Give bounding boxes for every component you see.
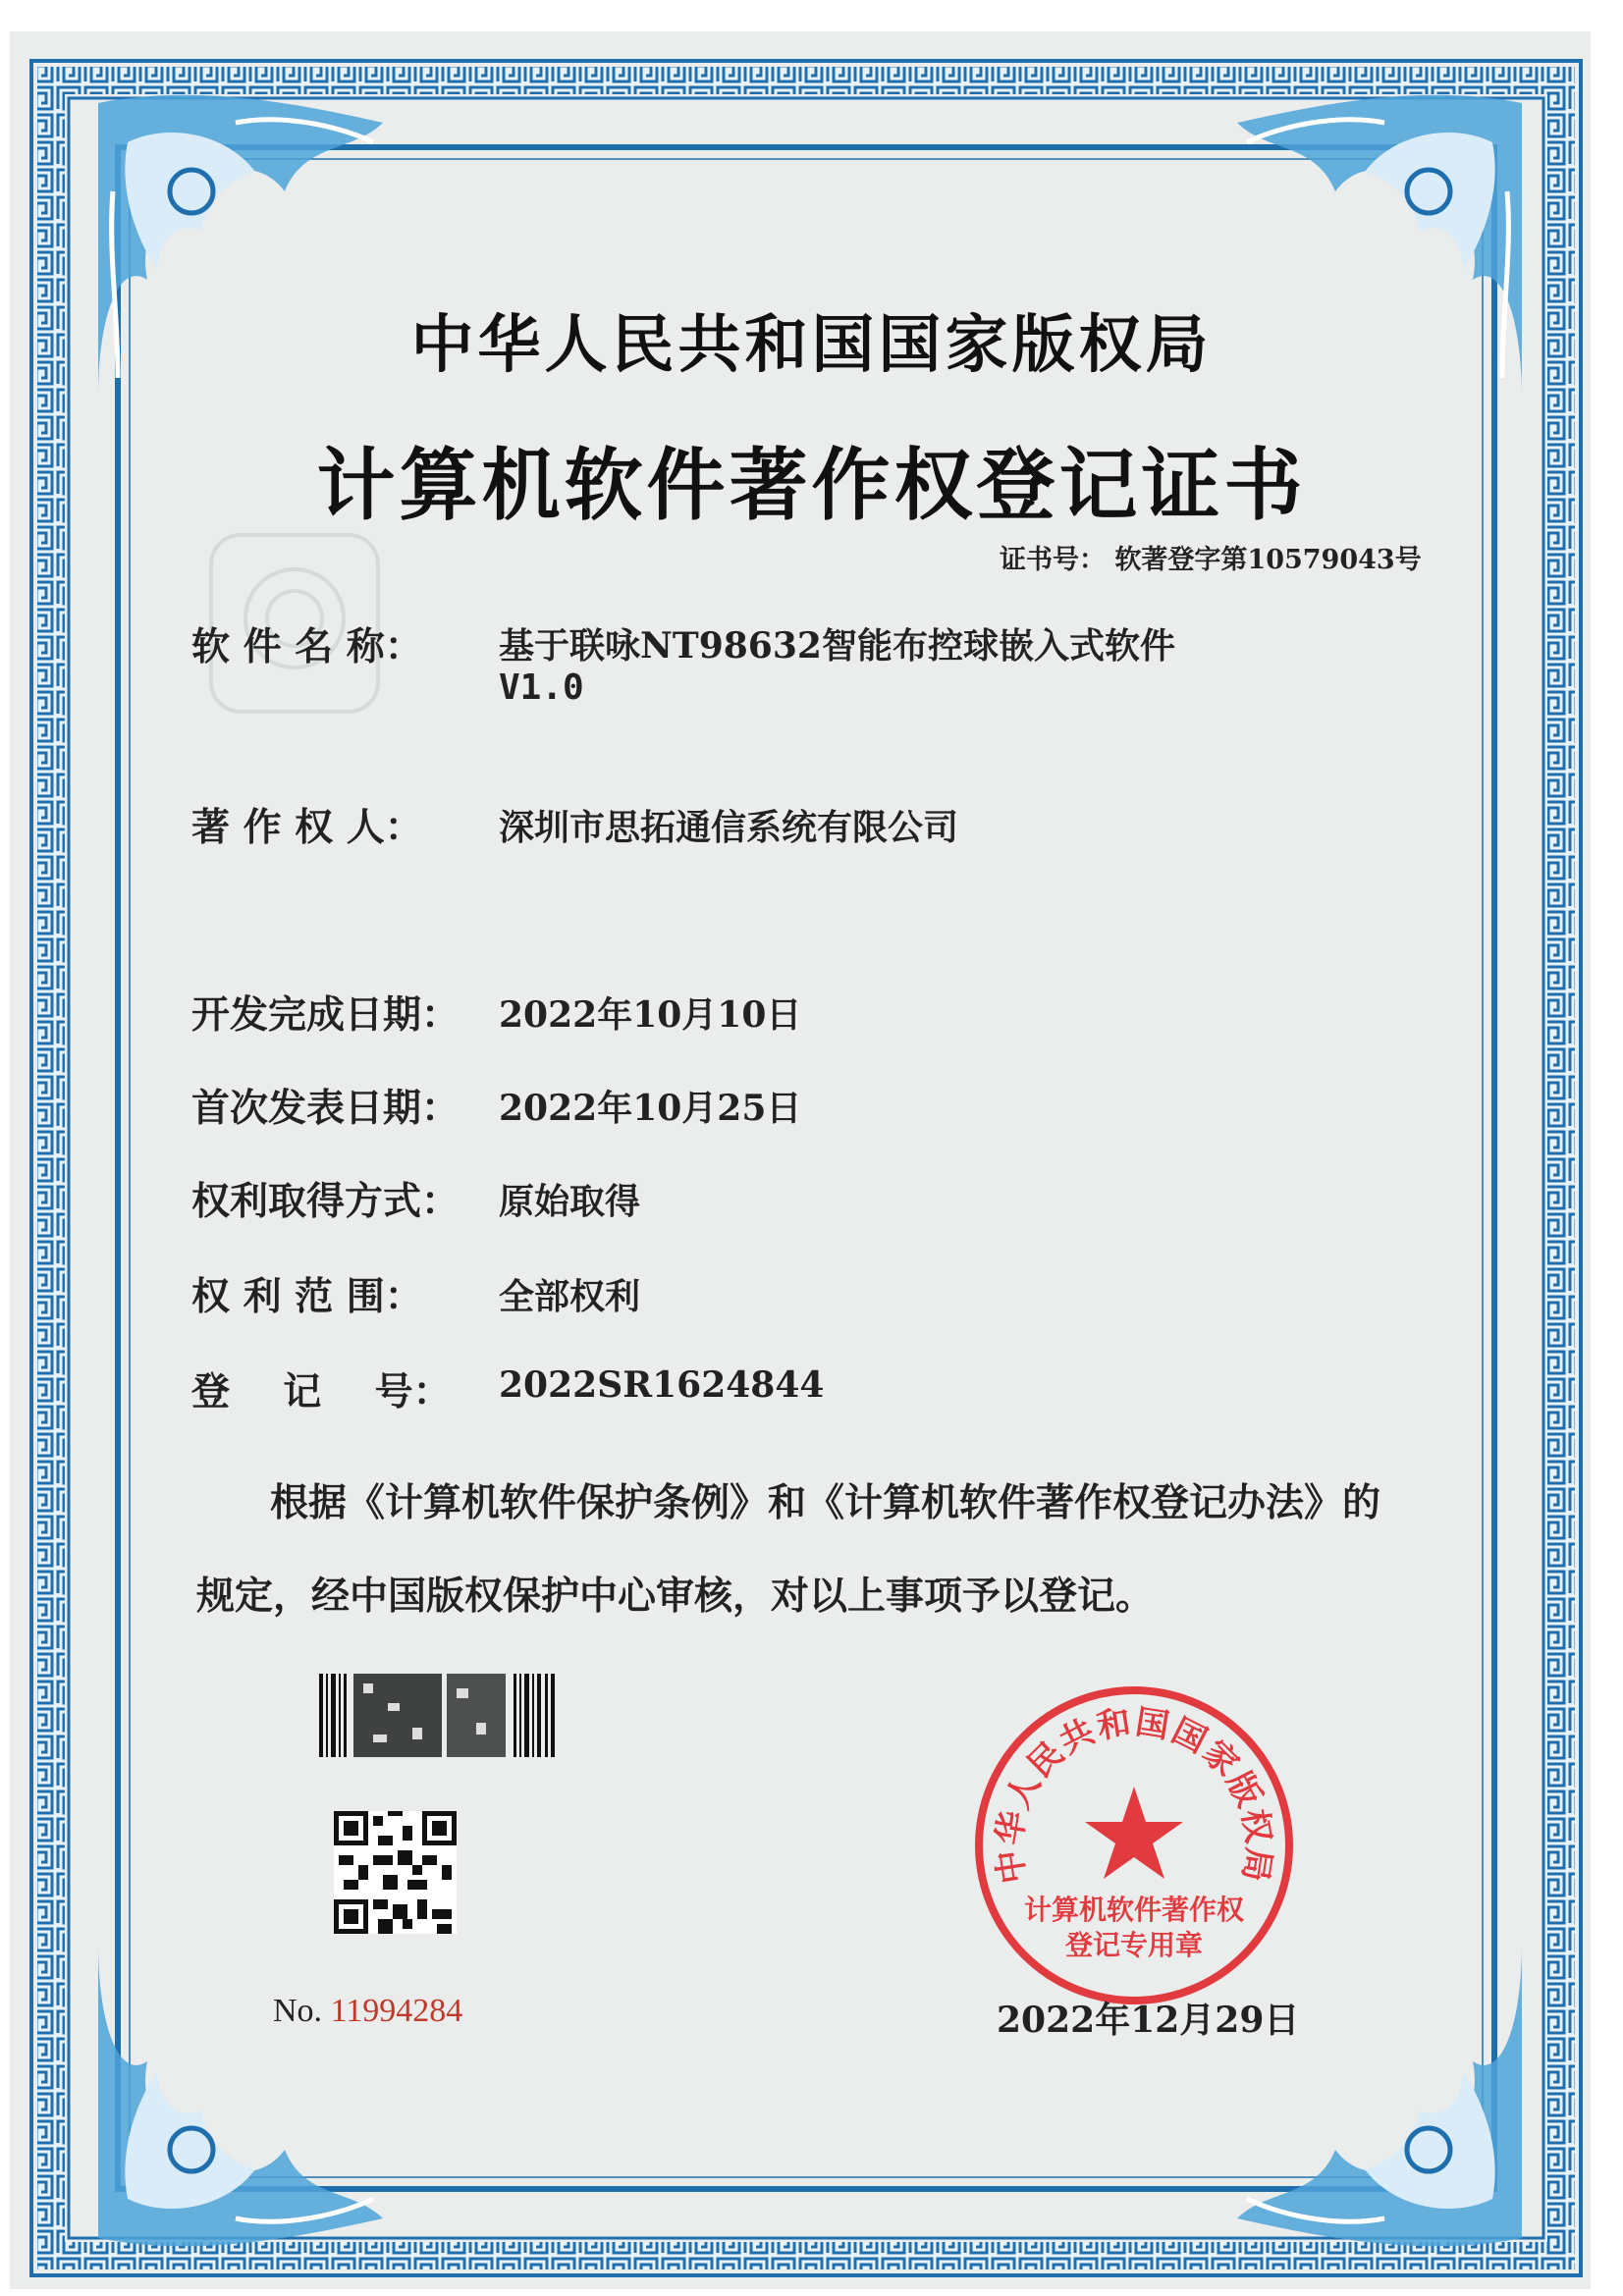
field-label-copyright-owner: 著 作 权 人： bbox=[191, 806, 423, 850]
certificate-number bbox=[1000, 538, 1422, 576]
field-value-completion-date: 2022年10月10日 bbox=[499, 994, 802, 1036]
field-label-acquisition-method: 权利取得方式： bbox=[191, 1180, 460, 1224]
seal-line-1: 计算机软件著作权 bbox=[1023, 1894, 1245, 1926]
field-value-software-version: V1.0 bbox=[499, 667, 584, 708]
field-label-rights-scope: 权 利 范 围： bbox=[191, 1275, 423, 1319]
field-value-publication-date: 2022年10月25日 bbox=[499, 1088, 802, 1129]
serial-number-value: 11994284 bbox=[330, 1993, 463, 2029]
field-value-software-name: 基于联咏NT98632智能布控球嵌入式软件 bbox=[499, 625, 1175, 667]
issuing-authority: 中华人民共和国国家版权局 bbox=[410, 308, 1213, 382]
field-value-acquisition-method: 原始取得 bbox=[499, 1181, 641, 1222]
statement-line-1: 根据《计算机软件保护条例》和《计算机软件著作权登记办法》的 bbox=[270, 1480, 1381, 1525]
field-value-rights-scope: 全部权利 bbox=[499, 1276, 641, 1317]
field-label-publication-date: 首次发表日期： bbox=[191, 1087, 460, 1131]
issue-date: 2022年12月29日 bbox=[997, 2000, 1300, 2041]
corner-ornament-bottom-left bbox=[59, 1924, 412, 2258]
field-label-registration-number: 登 记 号： bbox=[191, 1370, 452, 1415]
field-label-completion-date: 开发完成日期： bbox=[191, 993, 460, 1038]
serial-number bbox=[273, 1993, 462, 2030]
field-value-registration-number: 2022SR1624844 bbox=[499, 1364, 825, 1406]
qr-code bbox=[334, 1811, 457, 1934]
seal-arc-text: 中华人民共和国国家版权局 bbox=[989, 1702, 1279, 1887]
serial-number-label: No. bbox=[273, 1993, 323, 2029]
statement-line-2: 规定，经中国版权保护中心审核，对以上事项予以登记。 bbox=[196, 1574, 1155, 1619]
barcode bbox=[319, 1674, 555, 1757]
seal-line-2: 登记专用章 bbox=[1064, 1929, 1204, 1961]
field-label-software-name: 软 件 名 称： bbox=[191, 625, 423, 669]
official-seal bbox=[972, 1683, 1296, 2007]
field-value-copyright-owner: 深圳市思拓通信系统有限公司 bbox=[499, 807, 959, 848]
certificate-title: 计算机软件著作权登记证书 bbox=[316, 439, 1307, 531]
certificate-number-value: 软著登字第10579043号 bbox=[1114, 545, 1422, 575]
star-icon bbox=[1085, 1787, 1183, 1879]
certificate-number-label: 证书号： bbox=[1000, 545, 1106, 575]
